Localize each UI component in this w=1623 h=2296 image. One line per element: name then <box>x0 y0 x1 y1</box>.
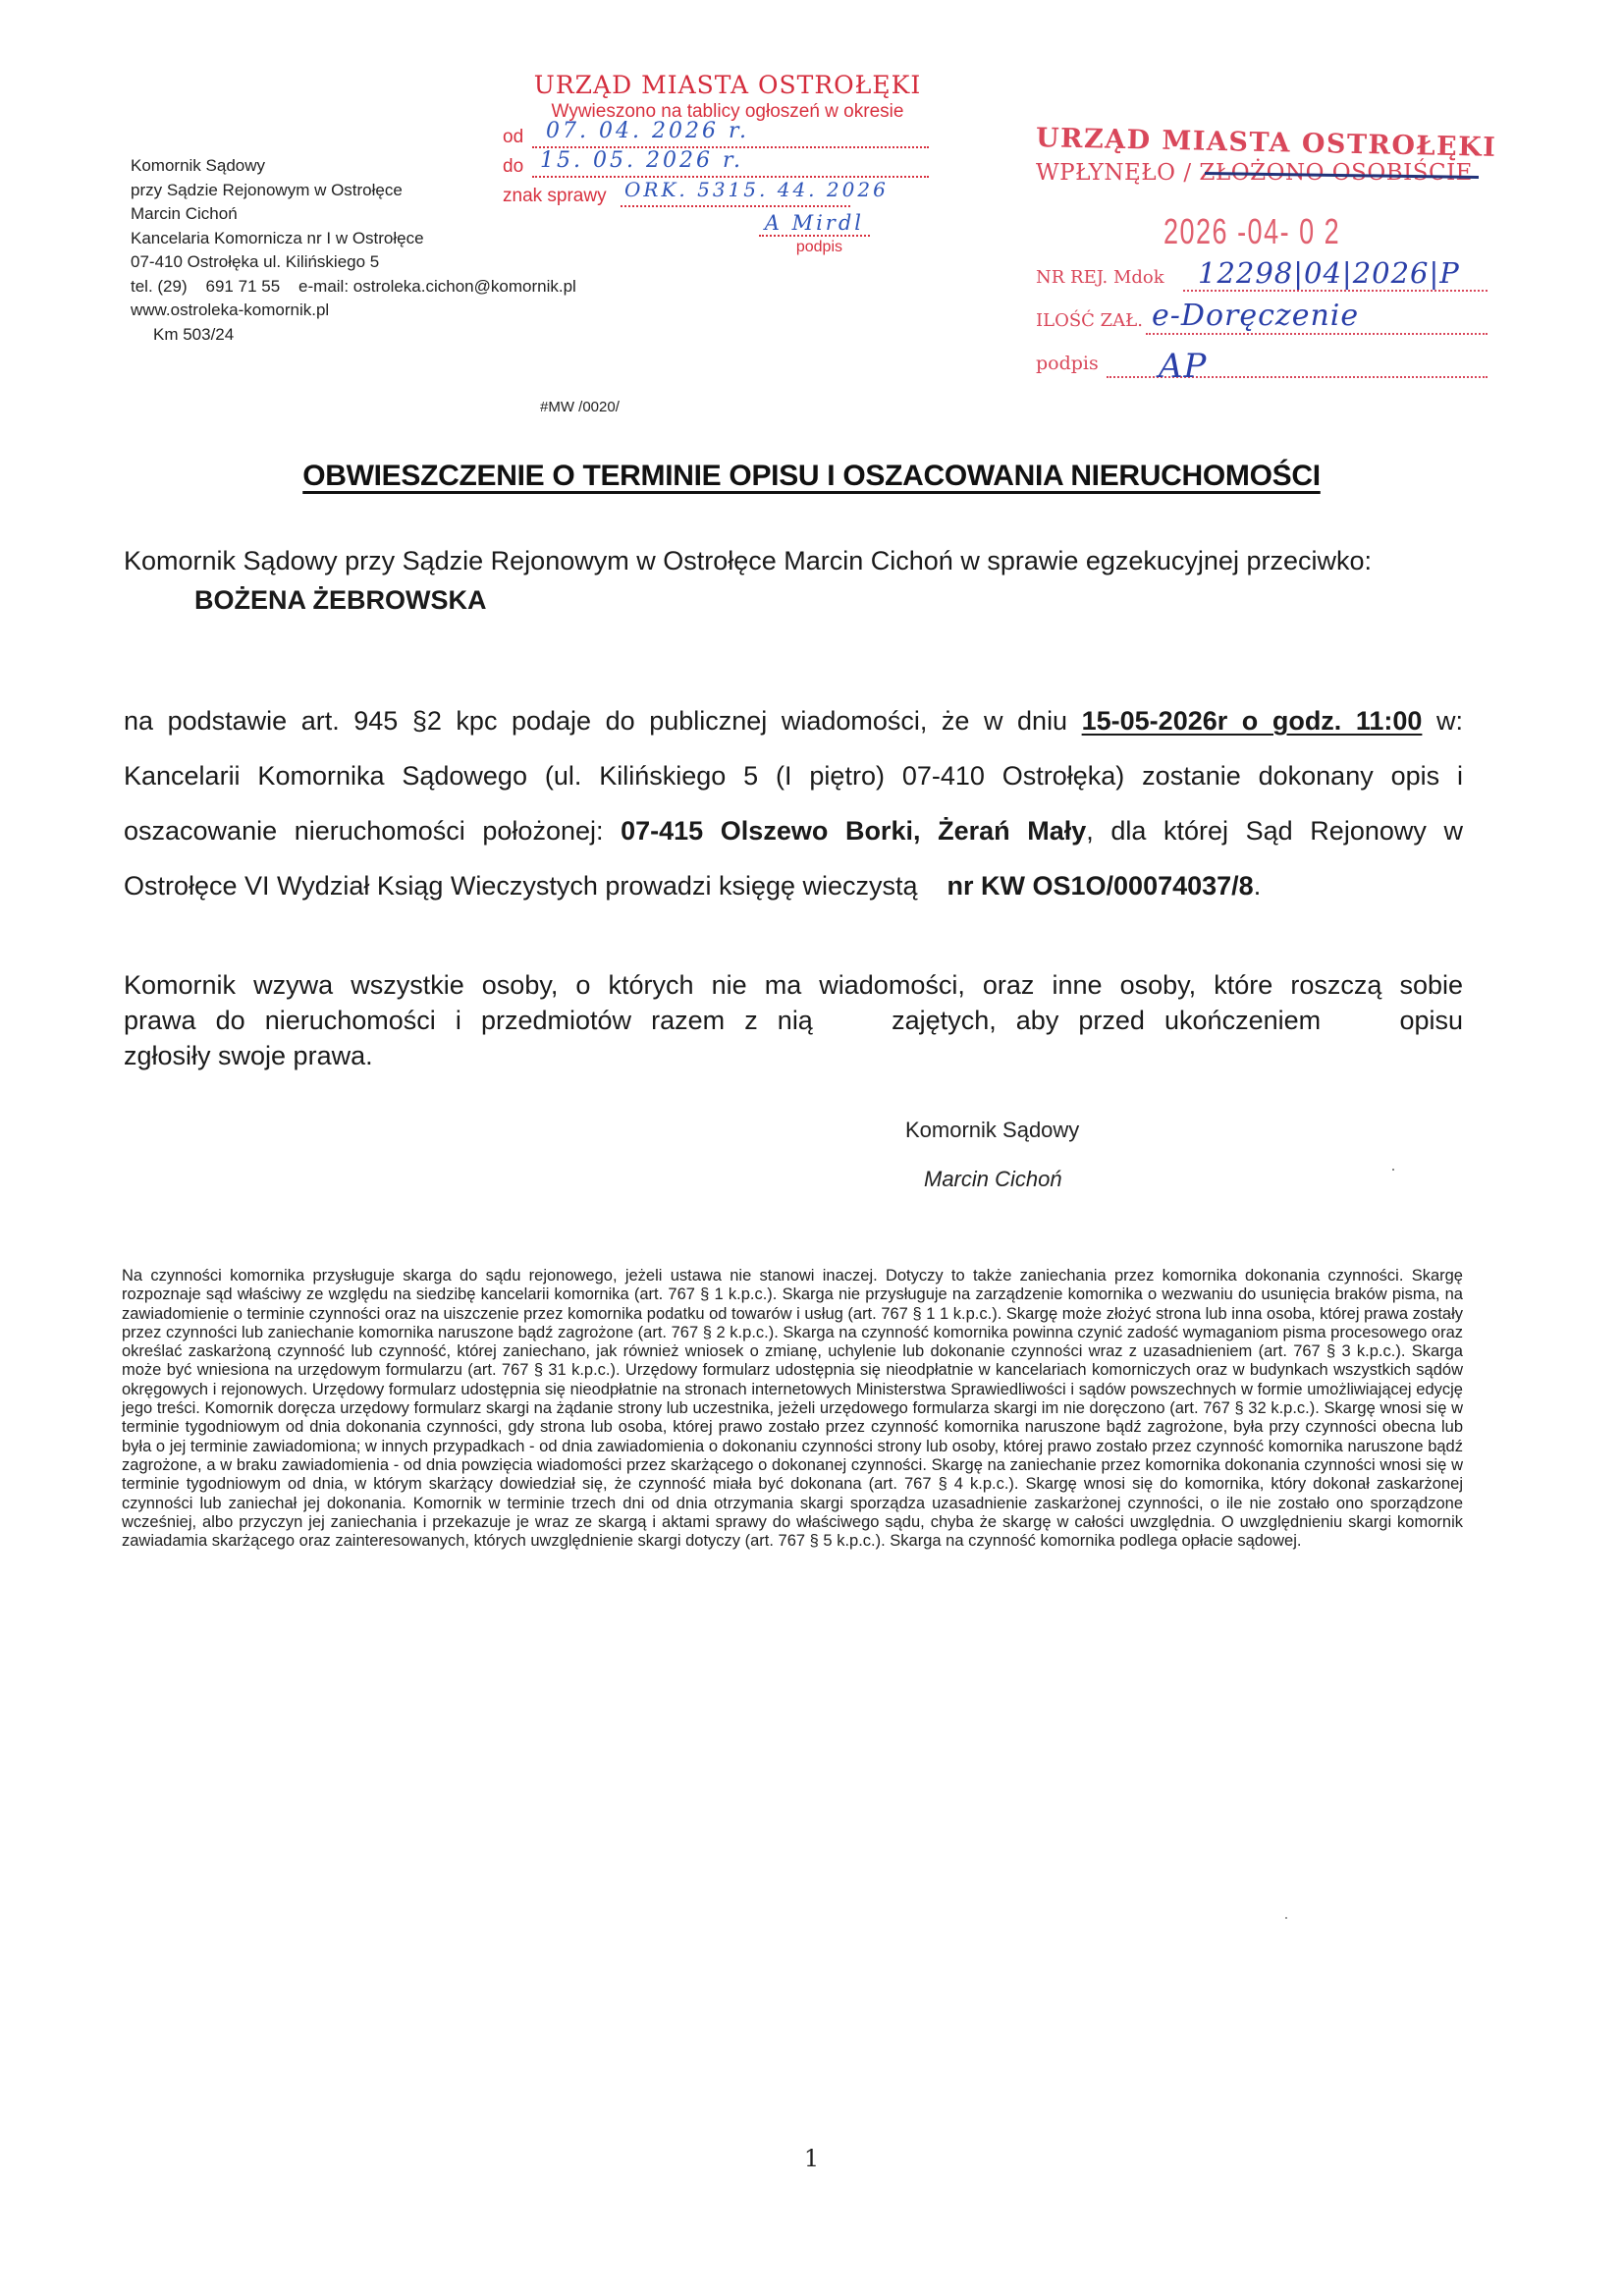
receipt-signature-label: podpis <box>1036 353 1099 374</box>
posting-stamp-title: URZĄD MIASTA OSTROŁĘKI <box>533 71 922 99</box>
receipt-signature: AP <box>1159 347 1208 386</box>
summons-line: Komornik wzywa wszystkie osoby, o których nie ma wiadomości, oraz inne osoby, które roszczą sobie <box>124 970 1463 1000</box>
dotted-line <box>621 205 850 207</box>
posting-case-row <box>497 178 958 211</box>
announcement-paragraph <box>124 693 1463 913</box>
reference-code: #MW /0020/ <box>540 399 620 415</box>
posting-signature-label: podpis <box>795 239 842 255</box>
summons-paragraph <box>124 967 1463 1073</box>
body-text: Ostrołęce VI Wydział Ksiąg Wieczystych prowadzi księgę wieczystą <box>124 871 947 901</box>
receipt-stamp-title: URZĄD MIASTA OSTROŁĘKI <box>1035 123 1497 163</box>
sender-website: www.ostroleka-komornik.pl <box>131 301 330 319</box>
signature-block <box>905 1118 1079 1192</box>
sender-line: przy Sądzie Rejonowym w Ostrołęce <box>131 180 403 199</box>
body-text: , dla której Sąd Rejonowy w <box>1086 816 1463 846</box>
sender-line: Marcin Cichoń <box>131 204 238 223</box>
dotted-line <box>1183 290 1488 292</box>
posting-signature <box>497 211 958 239</box>
posting-case-label: znak sprawy <box>503 186 607 206</box>
summons-line: zgłosiły swoje prawa. <box>124 1041 373 1070</box>
receipt-attachments-label: ILOŚĆ ZAŁ. <box>1036 310 1143 331</box>
receipt-signature-row <box>1036 339 1497 386</box>
land-register-number: nr KW OS1O/00074037/8 <box>947 871 1254 901</box>
scan-speck <box>1285 1917 1287 1919</box>
receipt-reg-label: NR REJ. Mdok <box>1036 267 1164 288</box>
signature-name: Marcin Cichoń <box>924 1167 1062 1191</box>
document-title: OBWIESZCZENIE O TERMINIE OPISU I OSZACOWANIA NIERUCHOMOŚCI <box>302 460 1321 492</box>
receipt-attachments-row <box>1036 296 1497 339</box>
sender-contact: tel. (29) 691 71 55 e-mail: ostroleka.cichon@komornik.pl <box>131 276 576 296</box>
body-text: na podstawie art. 945 §2 kpc podaje do publicznej wiadomości, że w dniu <box>124 706 1082 736</box>
receipt-stamp-status <box>1036 160 1497 186</box>
posting-case-value: ORK. 5315. 44. 2026 <box>624 178 889 201</box>
sender-line: Komornik Sądowy <box>131 156 266 175</box>
body-line <box>124 803 1463 858</box>
case-number: Km 503/24 <box>153 324 235 344</box>
sender-line: Kancelaria Komornicza nr I w Ostrołęce <box>131 228 424 247</box>
receipt-attachments-value: e-Doręczenie <box>1152 299 1360 333</box>
intro-text: Komornik Sądowy przy Sądzie Rejonowym w Ostrołęce Marcin Cichoń w sprawie egzekucyjnej przeciwko: <box>124 546 1372 575</box>
posting-to-label: do <box>503 156 524 177</box>
intro-paragraph <box>124 543 1463 618</box>
scan-speck <box>1392 1169 1394 1171</box>
body-line <box>124 693 1463 748</box>
receipt-reg-row <box>1036 252 1497 296</box>
body-text: . <box>1253 871 1262 901</box>
page-number: 1 <box>803 2145 820 2172</box>
dotted-line <box>1146 333 1488 335</box>
body-line: Kancelarii Komornika Sądowego (ul. Kilińskiego 5 (I piętro) 07-410 Ostrołęka) zostanie dokonany opis i <box>124 761 1463 791</box>
property-address: 07-415 Olszewo Borki, Żerań Mały <box>621 816 1087 846</box>
struck-label: ZŁOŻONO OSOBIŚCIE <box>1199 160 1473 186</box>
body-text: oszacowanie nieruchomości położonej: <box>124 816 622 846</box>
sender-line: 07-410 Ostrołęka ul. Kilińskiego 5 <box>131 252 380 271</box>
posting-stamp <box>497 71 958 256</box>
posting-from-label: od <box>503 127 524 147</box>
posting-stamp-subtitle: Wywieszono na tablicy ogłoszeń w okresie <box>551 101 904 122</box>
inspection-date: 15-05-2026r o godz. 11:00 <box>1081 706 1423 736</box>
debtor-name: BOŻENA ŻEBROWSKA <box>194 585 487 615</box>
body-line <box>124 858 1463 913</box>
document-title-wrap <box>0 460 1623 493</box>
receipt-reg-value: 12298|04|2026|P <box>1198 256 1460 290</box>
receipt-date: 2026 -04- 0 2 <box>1163 211 1341 251</box>
signature-role: Komornik Sądowy <box>905 1118 1080 1142</box>
legal-notice: Na czynności komornika przysługuje skarga do sądu rejonowego, jeżeli ustawa nie stanowi inaczej. Dotyczy to także zaniechania przez komornika dokonania czynności. Skargę rozpoznaje sąd właściwy ze względu na siedzibę kancelarii komornika (art. 767 § 1 k.p.c.). Skarga nie przysługuje na zarządzenie komornika o wezwaniu do usunięcia braków pisma, na zawiadomienie o terminie czynności oraz na uiszczenie przez komornika podatku od towarów i usług (art. 767 § 1 1 k.p.c.). Skargę może złożyć strona lub inna osoba, której prawa zostały przez czynności lub zaniechanie komornika naruszone bądź zagrożone (art. 767 § 2 k.p.c.). Skarga na czynność komornika powinna czynić zadość wymaganiom pisma procesowego oraz określać zaskarżoną czynność lub czynność, której zaniechano, jak również wniosek o zmianę, uchylenie lub dokonanie czynności wraz z uzasadnieniem (art. 767 § 3 k.p.c.). Skarga może być wniesiona na urzędowym formularzu (art. 767 § 31 k.p.c.). Urzędowy formularz udostępnia się nieodpłatnie w kancelariach komorniczych oraz w budynkach wszystkich sądów okręgowych i rejonowych. Urzędowy formularz udostępnia się nieodpłatnie na stronach internetowych Ministerstwa Sprawiedliwości i sądów powszechnych w formie umożliwiającej edycję jego treści. Komornik doręcza urzędowy formularz skargi na żądanie strony lub uczestnika, jeżeli urzędowego formularza skargi im nie doręczono (art. 767 § 32 k.p.c.). Skargę wnosi się w terminie tygodniowym od dnia dokonania czynności, gdy strona lub osoba, której prawo zostało przez czynność komornika naruszone bądź zagrożone, była przy czynności obecna lub była o jej terminie zawiadomiona; w innych przypadkach - od dnia zawiadomienia o dokonaniu czynności strony lub osoby, której prawo zostało przez czynność komornika naruszone bądź zagrożone, a w braku zawiadomienia - od dnia powzięcia wiadomości przez skarżącego o dokonanej czynności. Skargę na zaniechanie przez komornika dokonania czynności wnosi się w terminie tygodniowym od dnia, w którym skarżący dowiedział się, że czynność miała być dokonana (art. 767 § 4 k.p.c.). Skargę wnosi się do komornika, który dokonał zaskarżonej czynności lub zaniechał jej dokonania. Komornik w terminie trzech dni od dnia otrzymania skargi sporządza uzasadnienie zaskarżonej czynności, o ile nie zostało ono sporządzone wcześniej, albo przyczyn jej zaniechania i przekazuje je wraz ze skargą i aktami sprawy do właściwego sądu, chyba że skargę w całości uwzględnia. O uwzględnieniu skargi komornik zawiadamia skarżącego oraz zainteresowanych, których uwzględnienie skargi dotyczy (art. 767 § 5 k.p.c.). Skarga na czynność komornika podlega opłacie sądowej. <box>122 1267 1463 1551</box>
posting-signature-value: A Mirdl <box>759 211 870 237</box>
posting-to-value: 15. 05. 2026 r. <box>540 148 744 173</box>
receipt-stamp <box>1035 123 1497 386</box>
body-text: w: <box>1422 706 1463 736</box>
received-label: WPŁYNĘŁO / <box>1036 160 1200 186</box>
posting-from-value: 07. 04. 2026 r. <box>546 119 750 143</box>
summons-line: prawa do nieruchomości i przedmiotów razem z nią zajętych, aby przed ukończeniem opisu <box>124 1006 1463 1035</box>
